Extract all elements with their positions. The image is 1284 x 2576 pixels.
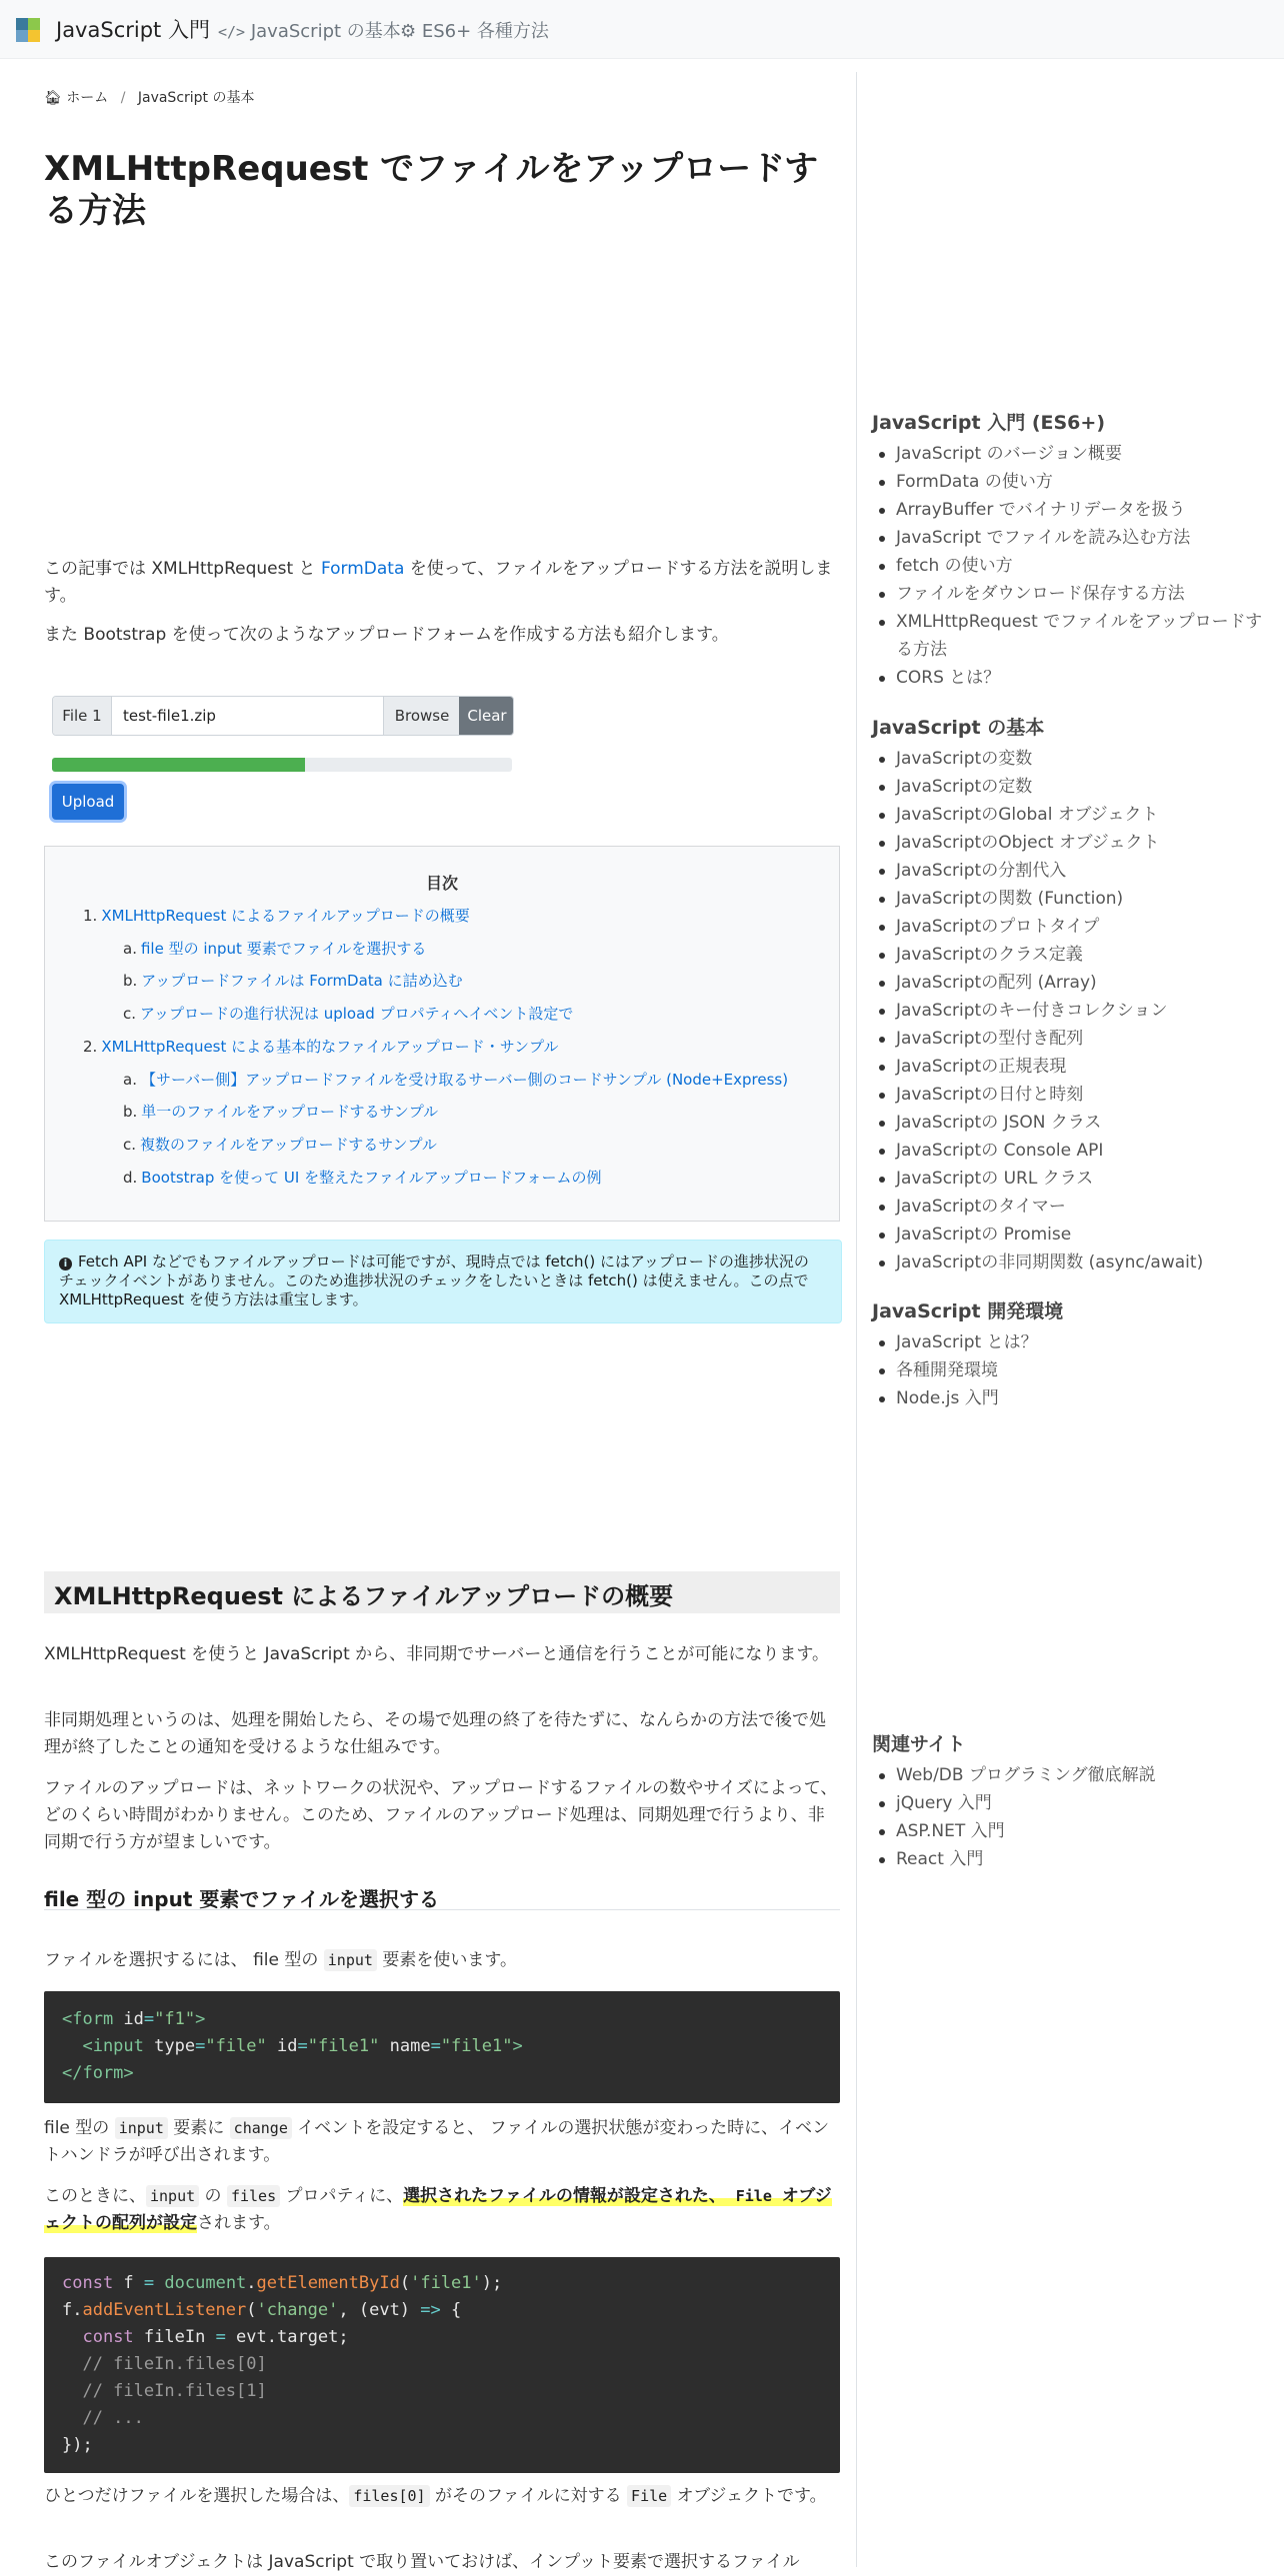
sidebar-link[interactable]: jQuery 入門 — [896, 1789, 1156, 1817]
table-of-contents — [44, 846, 840, 1222]
section-heading-text: XMLHttpRequest によるファイルアップロードの概要 — [54, 1582, 674, 1610]
inline-code: change — [230, 2117, 292, 2139]
nav-link-js-basics[interactable] — [218, 17, 401, 43]
formdata-link[interactable]: FormData — [320, 559, 405, 579]
alert-text: Fetch API などでもファイルアップロードは可能ですが、現時点では fetch() にはアップロードの進捗状況のチェックイベントがありません。このため進捗状況のチェックをしたいときは fetch() は使えません。この点で XMLHttpRequest を使う方法は重宝します。 — [59, 1253, 809, 1308]
clear-button[interactable]: Clear — [459, 697, 514, 735]
paragraph — [44, 2115, 840, 2169]
toc-label: file 型の input 要素でファイルを選択する — [140, 940, 427, 958]
sidebar-link[interactable]: JavaScriptのタイマー — [896, 1193, 1203, 1221]
sidebar-link[interactable]: XMLHttpRequest でファイルをアップロードする方法 — [896, 608, 1272, 664]
sidebar-link[interactable]: JavaScriptの非同期関数 (async/await) — [896, 1249, 1203, 1277]
paragraph: 非同期処理というのは、処理を開始したら、その場で処理の終了を待たずに、なんらかの方法で後で処理が終了したことの通知を受けるような仕組みです。 — [44, 1710, 826, 1757]
sidebar-link[interactable]: ArrayBuffer でバイナリデータを扱う — [896, 496, 1272, 524]
text: プロパティに、 — [280, 2186, 404, 2206]
inline-code: File — [735, 2187, 772, 2205]
sidebar-link[interactable]: JavaScriptのObject オブジェクト — [896, 829, 1203, 857]
text: オブジェクトです。 — [671, 2486, 827, 2506]
sidebar-link[interactable]: JavaScriptのプロトタイプ — [896, 913, 1203, 941]
sidebar-heading: JavaScript の基本 — [872, 717, 1045, 739]
intro-paragraph-2: また Bootstrap を使って次のようなアップロードフォームを作成する方法も紹介します。 — [44, 625, 729, 645]
nav-link-es6[interactable] — [400, 17, 549, 43]
sidebar-link[interactable]: JavaScriptの定数 — [896, 773, 1203, 801]
toc-num: 1. — [83, 907, 98, 925]
sidebar-link[interactable]: JavaScriptの JSON クラス — [896, 1109, 1203, 1137]
breadcrumb — [44, 87, 255, 107]
text: 要素に — [167, 2118, 230, 2138]
toc-label: XMLHttpRequest によるファイルアップロードの概要 — [101, 907, 470, 925]
toc-label: Bootstrap を使って UI を整えたファイルアップロードフォームの例 — [141, 1169, 602, 1187]
toc-item[interactable] — [123, 1069, 788, 1090]
info-alert-text — [59, 1253, 819, 1309]
section-heading — [44, 1571, 840, 1613]
upload-button[interactable]: Upload — [52, 784, 124, 820]
sidebar-link[interactable]: JavaScriptのキー付きコレクション — [896, 997, 1203, 1025]
toc-num: a. — [123, 940, 137, 958]
gear-icon: ⚙ — [400, 21, 417, 42]
file-input-label: File 1 — [53, 697, 112, 735]
text: この記事では XMLHttpRequest と — [44, 559, 321, 579]
paragraph — [44, 2183, 840, 2237]
code-line: // fileIn.files[1] — [62, 2381, 267, 2401]
sidebar-list — [896, 745, 1203, 1277]
code-line: f.addEventListener('change', (evt) => { — [62, 2300, 462, 2320]
navbar — [0, 0, 1284, 59]
paragraph — [44, 1947, 840, 1974]
sidebar-link[interactable]: JavaScriptの配列 (Array) — [896, 969, 1203, 997]
sidebar-link[interactable]: FormData の使い方 — [896, 468, 1272, 496]
toc-label: 複数のファイルをアップロードするサンプル — [140, 1136, 437, 1154]
sidebar-link[interactable]: ファイルをダウンロード保存する方法 — [896, 580, 1272, 608]
upload-progress-bar — [52, 758, 305, 772]
sidebar-link[interactable]: JavaScript のバージョン概要 — [896, 440, 1272, 468]
toc-num: 2. — [83, 1038, 98, 1056]
text: file 型の — [44, 2118, 115, 2138]
toc-num: c. — [123, 1136, 137, 1154]
toc-item[interactable] — [83, 905, 470, 926]
sidebar-link[interactable]: Node.js 入門 — [896, 1384, 1038, 1412]
sidebar-link[interactable]: JavaScriptの Console API — [896, 1137, 1203, 1165]
text: このときに、 — [44, 2186, 146, 2206]
sidebar-heading: JavaScript 入門 (ES6+) — [872, 412, 1106, 434]
navbar-brand[interactable]: JavaScript 入門 — [56, 18, 210, 42]
paragraph: このファイルオブジェクトは JavaScript で取り置いておけば、インプット要素で選択するファイル — [44, 2552, 800, 2572]
code-line: </form> — [62, 2063, 134, 2083]
nav-link-label: JavaScript の基本 — [250, 21, 401, 42]
sidebar-heading: JavaScript 開発環境 — [872, 1300, 1064, 1322]
sidebar-link[interactable]: JavaScript とは？ — [896, 1328, 1038, 1356]
code-line: const fileIn = evt.target; — [82, 2327, 349, 2347]
code-line: // fileIn.files[0] — [62, 2354, 267, 2374]
toc-item[interactable] — [123, 1003, 573, 1024]
toc-title: 目次 — [425, 874, 458, 893]
toc-item[interactable] — [83, 1036, 558, 1057]
sidebar-link[interactable]: JavaScriptのクラス定義 — [896, 941, 1203, 969]
text: イベントを設定すると、 ファイルの選択状態が変わった時に、イベントハンドラが呼び出されます。 — [44, 2118, 830, 2165]
sidebar-link[interactable]: ASP.NET 入門 — [896, 1817, 1156, 1845]
text: を使って、ファイルをアップロードする方法を説明します。 — [44, 559, 833, 606]
paragraph — [44, 2483, 840, 2510]
sidebar-link[interactable]: JavaScript でファイルを読み込む方法 — [896, 524, 1272, 552]
toc-num: a. — [123, 1071, 137, 1089]
toc-item[interactable] — [123, 1134, 437, 1155]
inline-code: input — [115, 2117, 168, 2139]
toc-label: XMLHttpRequest による基本的なファイルアップロード・サンプル — [101, 1038, 559, 1056]
breadcrumb-current[interactable]: JavaScript の基本 — [137, 90, 255, 106]
sidebar-link[interactable]: JavaScriptの分割代入 — [896, 857, 1203, 885]
toc-item[interactable] — [123, 938, 426, 959]
sidebar-list — [896, 440, 1272, 692]
text: 要素を使います。 — [376, 1950, 517, 1970]
toc-num: b. — [123, 1103, 138, 1121]
file-input-value[interactable]: test-file1.zip — [123, 707, 216, 725]
paragraph: ファイルのアップロードは、ネットワークの状況や、アップロードするファイルの数やサイズによって、 どのくらい時間がわかりません。このため、ファイルのアップロード処理は、同期処理で行うより、非同期で行う方が望ましいです。 — [44, 1778, 838, 1852]
upload-progress — [52, 758, 512, 772]
sidebar-link[interactable]: 各種開発環境 — [896, 1356, 1038, 1384]
text: ひとつだけファイルを選択した場合は、 — [44, 2486, 350, 2506]
file-input-group — [52, 696, 514, 736]
code-block — [44, 1991, 840, 2103]
intro-paragraph-1 — [44, 556, 840, 610]
text: がそのファイルに対する — [429, 2486, 628, 2506]
sidebar-link[interactable]: JavaScriptの URL クラス — [896, 1165, 1203, 1193]
sidebar-list — [896, 1761, 1156, 1873]
toc-num: b. — [123, 972, 138, 990]
info-alert — [44, 1240, 842, 1323]
inline-code: input — [324, 1949, 377, 1971]
inline-code: files[0] — [349, 2485, 429, 2507]
page-title: XMLHttpRequest でファイルをアップロードする方法 — [44, 149, 819, 231]
toc-item[interactable] — [123, 1101, 438, 1122]
subsection-heading — [44, 1883, 840, 1910]
code-line: }); — [62, 2435, 93, 2455]
code-icon: </> — [218, 23, 246, 41]
text: ファイルを選択するには、 file 型の — [44, 1950, 324, 1970]
nav-link-label: ES6+ 各種方法 — [421, 21, 549, 42]
toc-item[interactable] — [123, 1167, 602, 1188]
text: されます。 — [197, 2213, 281, 2233]
text: 選択されたファイルの情報が設定された、 — [403, 2186, 732, 2206]
sidebar-link[interactable]: React 入門 — [896, 1845, 1156, 1873]
sidebar-link[interactable]: JavaScriptのGlobal オブジェクト — [896, 801, 1203, 829]
info-circle-icon: i — [59, 1258, 72, 1271]
inline-code: files — [227, 2185, 280, 2207]
sidebar-link[interactable]: JavaScriptの型付き配列 — [896, 1025, 1203, 1053]
sidebar-list — [896, 1328, 1038, 1412]
sidebar-link[interactable]: JavaScriptの日付と時刻 — [896, 1081, 1203, 1109]
code-line: <input type="file" id="file1" name="file1"> — [62, 2036, 523, 2056]
text: オブジェクトの配列が設定 — [44, 2186, 832, 2233]
sidebar-link[interactable]: Web/DB プログラミング徹底解説 — [896, 1761, 1156, 1789]
toc-label: アップロードファイルは FormData に詰め込む — [141, 972, 463, 990]
sidebar-link[interactable]: JavaScriptの関数 (Function) — [896, 885, 1203, 913]
code-block — [44, 2257, 840, 2473]
home-icon: 🏠︎ — [44, 90, 62, 106]
toc-num: d. — [123, 1169, 138, 1187]
toc-num: c. — [123, 1005, 137, 1023]
sidebar-link[interactable]: JavaScriptの Promise — [896, 1221, 1203, 1249]
toc-item[interactable] — [123, 970, 463, 991]
sidebar-heading: 関連サイト — [872, 1733, 966, 1755]
breadcrumb-home[interactable]: ホーム — [66, 90, 109, 106]
paragraph: XMLHttpRequest を使うと JavaScript から、非同期でサーバーと通信を行うことが可能になります。 — [44, 1644, 829, 1664]
code-line: // ... — [62, 2408, 144, 2428]
sidebar-link[interactable]: JavaScriptの正規表現 — [896, 1053, 1203, 1081]
subsection-heading-text: file 型の input 要素でファイルを選択する — [44, 1887, 439, 1911]
inline-code: input — [146, 2185, 199, 2207]
sidebar-link[interactable]: CORS とは？ — [896, 664, 1272, 692]
sidebar-link[interactable]: JavaScriptの変数 — [896, 745, 1203, 773]
sidebar-link[interactable]: fetch の使い方 — [896, 552, 1272, 580]
column-divider — [856, 72, 857, 2567]
site-logo[interactable] — [16, 18, 40, 42]
code-line: <form id="f1"> — [62, 2009, 206, 2029]
toc-label: 【サーバー側】アップロードファイルを受け取るサーバー側のコードサンプル (Node+Express) — [140, 1071, 789, 1089]
browse-button[interactable]: Browse — [383, 697, 460, 735]
inline-code: File — [627, 2485, 671, 2507]
text: の — [199, 2186, 227, 2206]
code-line: const f = document.getElementById('file1'); — [62, 2273, 503, 2293]
breadcrumb-separator: / — [120, 90, 126, 106]
toc-label: アップロードの進行状況は upload プロパティへイベント設定で — [140, 1005, 574, 1023]
toc-label: 単一のファイルをアップロードするサンプル — [141, 1103, 439, 1121]
